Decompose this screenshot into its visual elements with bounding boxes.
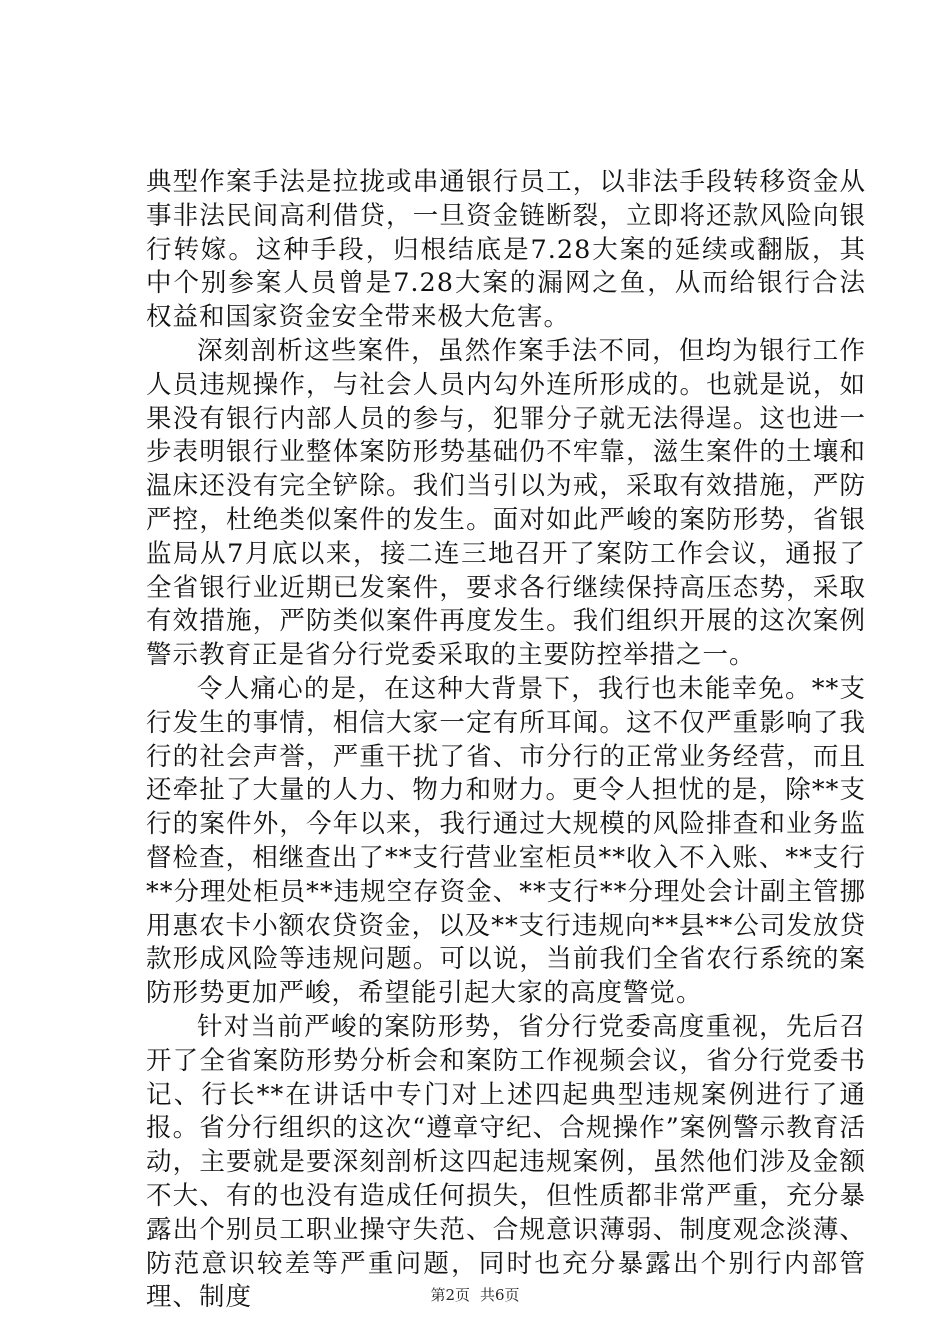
page-footer — [0, 1285, 950, 1305]
page-number: 第2页 — [430, 1286, 470, 1304]
paragraph-2: 深刻剖析这些案件，虽然作案手法不同，但均为银行工作人员违规操作，与社会人员内勾外连所形成的。也就是说，如果没有银行内部人员的参与，犯罪分子就无法得逞。这也进一步表明银行业整体案防形势基础仍不牢靠，滋生案件的土壤和温床还没有完全铲除。我们当引以为戒，采取有效措施，严防严控，杜绝类似案件的发生。面对如此严峻的案防形势，省银监局从7月底以来，接二连三地召开了案防工作会议，通报了全省银行业近期已发案件，要求各行继续保持高压态势，采取有效措施，严防类似案件再度发生。我们组织开展的这次案例警示教育正是省分行党委采取的主要防控举措之一。 — [146, 335, 866, 671]
paragraph-4: 针对当前严峻的案防形势，省分行党委高度重视，先后召开了全省案防形势分析会和案防工作视频会议，省分行党委书记、行长**在讲话中专门对上述四起典型违规案例进行了通报。省分行组织的这次“遵章守纪、合规操作”案例警示教育活动，主要就是要深刻剖析这四起违规案例，虽然他们涉及金额不大、有的也没有造成任何损失，但性质都非常严重，充分暴露出个别员工职业操守失范、合规意识薄弱、制度观念淡薄、防范意识较差等严重问题，同时也充分暴露出个别行内部管理、制度 — [146, 1011, 866, 1313]
page-total: 共6页 — [480, 1286, 520, 1304]
document-body — [146, 166, 866, 1315]
paragraph-3: 令人痛心的是，在这种大背景下，我行也未能幸免。**支行发生的事情，相信大家一定有所耳闻。这不仅严重影响了我行的社会声誉，严重干扰了省、市分行的正常业务经营，而且还牵扯了大量的人力、物力和财力。更令人担忧的是，除**支行的案件外，今年以来，我行通过大规模的风险排查和业务监督检查，相继查出了**支行营业室柜员**收入不入账、**支行**分理处柜员**违规空存资金、**支行**分理处会计副主管挪用惠农卡小额农贷资金，以及**支行违规向**县**公司发放贷款形成风险等违规问题。可以说，当前我们全省农行系统的案防形势更加严峻，希望能引起大家的高度警觉。 — [146, 673, 866, 1009]
paragraph-1: 典型作案手法是拉拢或串通银行员工，以非法手段转移资金从事非法民间高利借贷，一旦资金链断裂，立即将还款风险向银行转嫁。这种手段，归根结底是7.28大案的延续或翻版，其中个别参案人员曾是7.28大案的漏网之鱼，从而给银行合法权益和国家资金安全带来极大危害。 — [146, 167, 866, 333]
